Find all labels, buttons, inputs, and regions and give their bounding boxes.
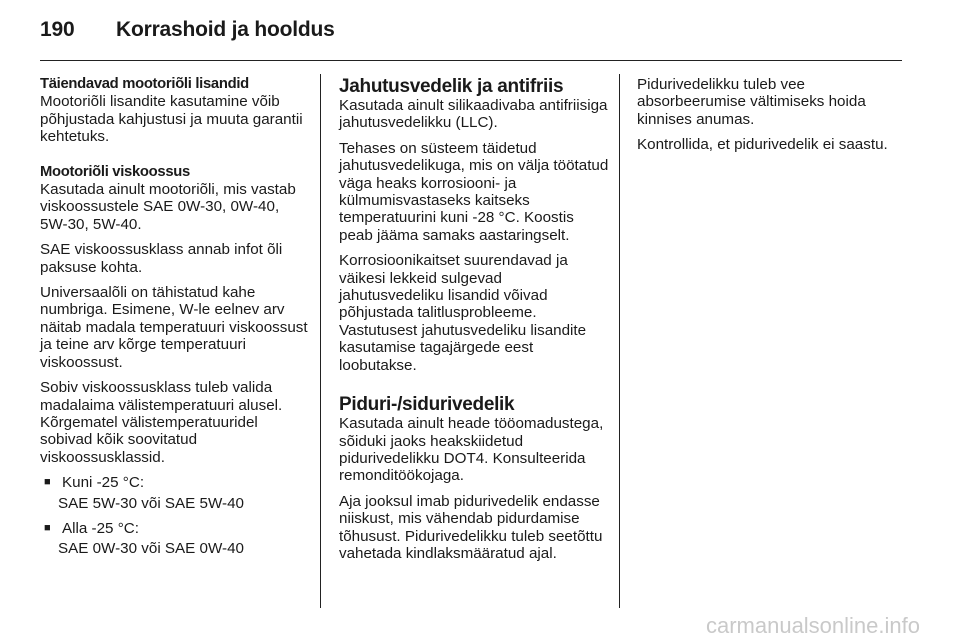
page-number: 190 xyxy=(40,18,75,41)
bullet-value: SAE 5W-30 või SAE 5W-40 xyxy=(58,494,244,512)
column-2 xyxy=(339,76,609,570)
section-title-oil-viscosity: Mootoriõli viskoossus xyxy=(40,163,190,180)
list-item xyxy=(40,474,308,491)
brake-fluid-paragraph-4: Kontrollida, et pidurivedelik ei saastu. xyxy=(637,136,888,154)
brake-fluid-paragraph-2: Aja jooksul imab pidurivedelik endasse niiskust, mis vähendab pidurdamise tõhusust. Pidurivedelikku tuleb seetõttu vahetada kindlaksmääratud ajal. xyxy=(339,492,603,562)
list-item xyxy=(40,520,308,537)
oil-additives-text: Mootoriõli lisandite kasutamine võib põhjustada kahjustusi ja muuta garantii kehtetuks. xyxy=(40,93,303,146)
column-3 xyxy=(637,76,907,162)
page-header xyxy=(40,18,335,42)
heading-brake-fluid: Piduri-/sidurivedelik xyxy=(339,394,515,416)
brake-fluid-paragraph-3: Pidurivedelikku tuleb vee absorbeerumise vältimiseks hoida kinnises anumas. xyxy=(637,76,866,128)
header-rule xyxy=(40,60,902,61)
viscosity-paragraph-2: SAE viskoossusklass annab infot õli paksuse kohta. xyxy=(40,241,283,276)
chapter-title: Korrashoid ja hooldus xyxy=(116,18,335,41)
bullet-label: Alla -25 °C: xyxy=(62,519,139,537)
brake-fluid-paragraph-1: Kasutada ainult heade tööomadustega, sõiduki jaoks heakskiidetud pidurivedelikku DOT4. Konsulteerida remonditöökojaga. xyxy=(339,415,604,485)
coolant-paragraph-2: Tehases on süsteem täidetud jahutusvedelikuga, mis on välja töötatud väga heaks korrosiooni- ja külmumisvastaseks kaitseks temperatuurini kuni -28 °C. Koostis peab jääma samaks aastaringselt. xyxy=(339,139,609,244)
column-1 xyxy=(40,76,308,566)
column-divider-2 xyxy=(619,74,620,608)
bullet-value: SAE 0W-30 või SAE 0W-40 xyxy=(58,540,244,558)
coolant-paragraph-1: Kasutada ainult silikaadivaba antifriisiga jahutusvedelikku (LLC). xyxy=(339,97,608,132)
viscosity-paragraph-3: Universaalõli on tähistatud kahe numbriga. Esimene, W-le eelnev arv näitab madala temperatuuri viskoossust ja teine arv kõrge temperatuuri viskoossust. xyxy=(40,284,308,371)
heading-coolant: Jahutusvedelik ja antifriis xyxy=(339,76,564,97)
watermark: carmanualsonline.info xyxy=(705,613,920,638)
viscosity-paragraph-4: Sobiv viskoossusklass tuleb valida madalaima välistemperatuuri alusel. Kõrgematel välistemperatuuridel sobivad kõik soovitatud viskoossusklassid. xyxy=(40,379,283,466)
bullet-label: Kuni -25 °C: xyxy=(62,474,145,492)
viscosity-paragraph-1: Kasutada ainult mootoriõli, mis vastab viskoossustele SAE 0W-30, 0W-40, 5W-30, 5W-40. xyxy=(40,181,296,233)
section-title-oil-additives: Täiendavad mootoriõli lisandid xyxy=(40,76,249,92)
column-divider-1 xyxy=(320,74,321,608)
bullet-square-icon: ■ xyxy=(44,521,51,534)
coolant-paragraph-3: Korrosioonikaitset suurendavad ja väikesi lekkeid sulgevad jahutusvedeliku lisandid võivad põhjustada talitlusprobleeme. Vastutusest jahutusvedeliku lisandite kasutamise tagajärgede eest loobutakse. xyxy=(339,252,587,374)
bullet-square-icon: ■ xyxy=(44,476,51,489)
